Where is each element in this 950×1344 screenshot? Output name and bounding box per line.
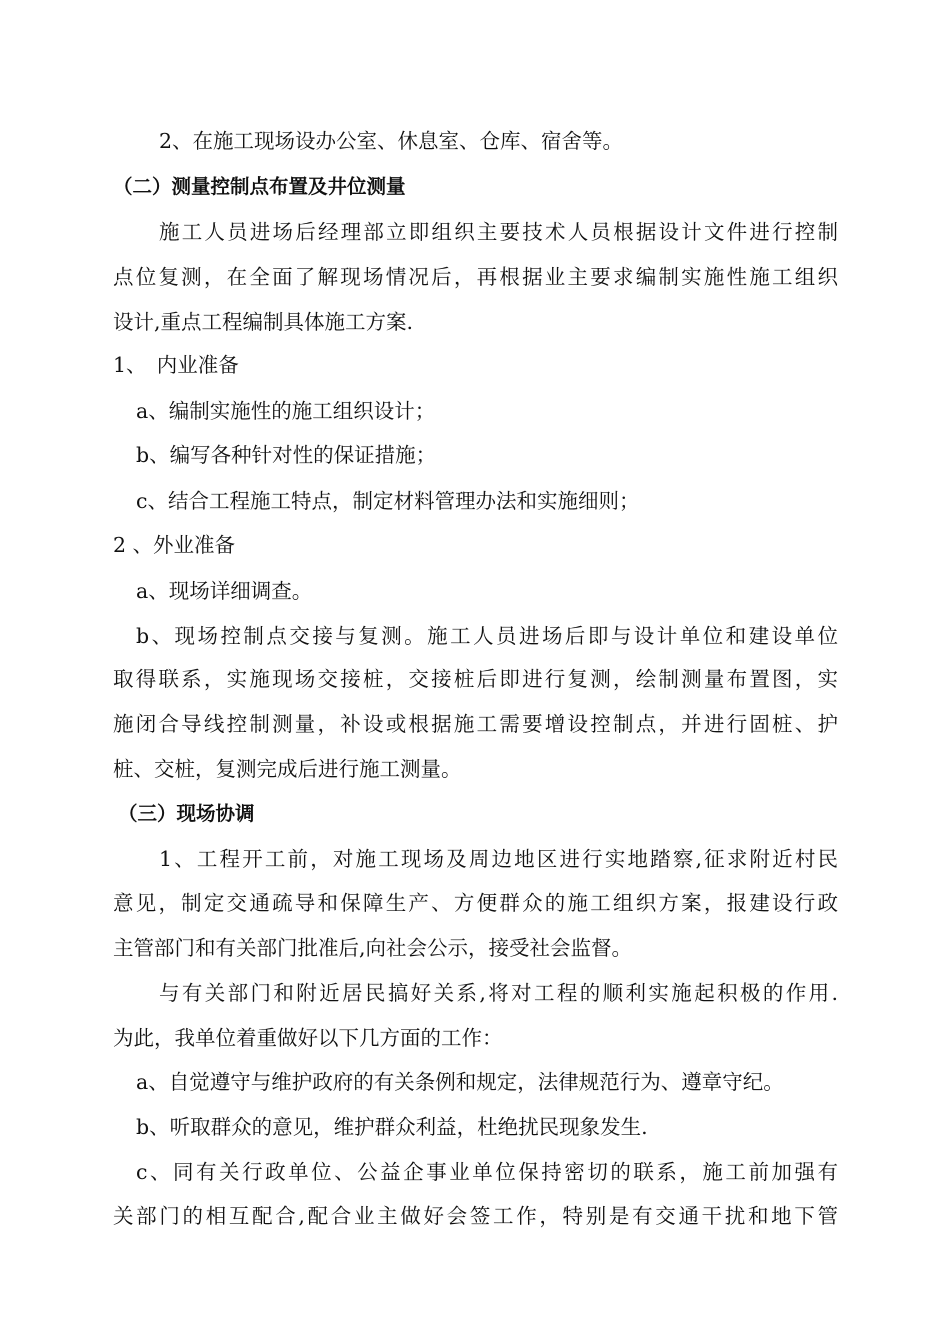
paragraph-line: 桩、交桩，复测完成后进行施工测量。 xyxy=(113,757,462,781)
list-item: b、现场控制点交接与复测。施工人员进场后即与设计单位和建设单位 xyxy=(136,624,838,648)
subheading: 2 、外业准备 xyxy=(113,533,236,557)
list-item: c、结合工程施工特点，制定材料管理办法和实施细则； xyxy=(136,489,640,513)
paragraph-line: 主管部门和有关部门批准后,向社会公示，接受社会监督。 xyxy=(113,936,633,960)
section-heading: （二）测量控制点布置及井位测量 xyxy=(113,175,406,198)
subheading: 1、 内业准备 xyxy=(113,353,239,377)
list-item: b、编写各种针对性的保证措施； xyxy=(136,443,437,467)
paragraph-line: 施闭合导线控制测量，补设或根据施工需要增设控制点，并进行固桩、护 xyxy=(113,712,838,736)
paragraph-line: 为此，我单位着重做好以下几方面的工作： xyxy=(113,1026,503,1050)
paragraph-line: 设计,重点工程编制具体施工方案. xyxy=(113,310,414,334)
paragraph-line: 1、工程开工前，对施工现场及周边地区进行实地踏察,征求附近村民 xyxy=(159,847,838,871)
list-item: c、同有关行政单位、公益企事业单位保持密切的联系，施工前加强有 xyxy=(136,1160,838,1184)
list-item: a、现场详细调查。 xyxy=(136,579,313,603)
list-item: b、听取群众的意见，维护群众利益，杜绝扰民现象发生. xyxy=(136,1115,648,1139)
section-heading: （三）现场协调 xyxy=(118,802,255,825)
paragraph-line: 与有关部门和附近居民搞好关系,将对工程的顺利实施起积极的作用. xyxy=(159,981,838,1005)
list-item: a、编制实施性的施工组织设计； xyxy=(136,399,436,423)
paragraph-line: 取得联系，实施现场交接桩，交接桩后即进行复测，绘制测量布置图，实 xyxy=(113,667,838,691)
paragraph-line: 关部门的相互配合,配合业主做好会签工作，特别是有交通干扰和地下管 xyxy=(113,1204,838,1228)
paragraph-line: 点位复测，在全面了解现场情况后，再根据业主要求编制实施性施工组织 xyxy=(113,265,838,289)
paragraph-line: 意见，制定交通疏导和保障生产、方便群众的施工组织方案，报建设行政 xyxy=(113,891,838,915)
list-item: a、自觉遵守与维护政府的有关条例和规定，法律规范行为、遵章守纪。 xyxy=(136,1070,784,1094)
paragraph-line: 2、在施工现场设办公室、休息室、仓库、宿舍等。 xyxy=(159,129,624,153)
paragraph-line: 施工人员进场后经理部立即组织主要技术人员根据设计文件进行控制 xyxy=(159,220,838,244)
